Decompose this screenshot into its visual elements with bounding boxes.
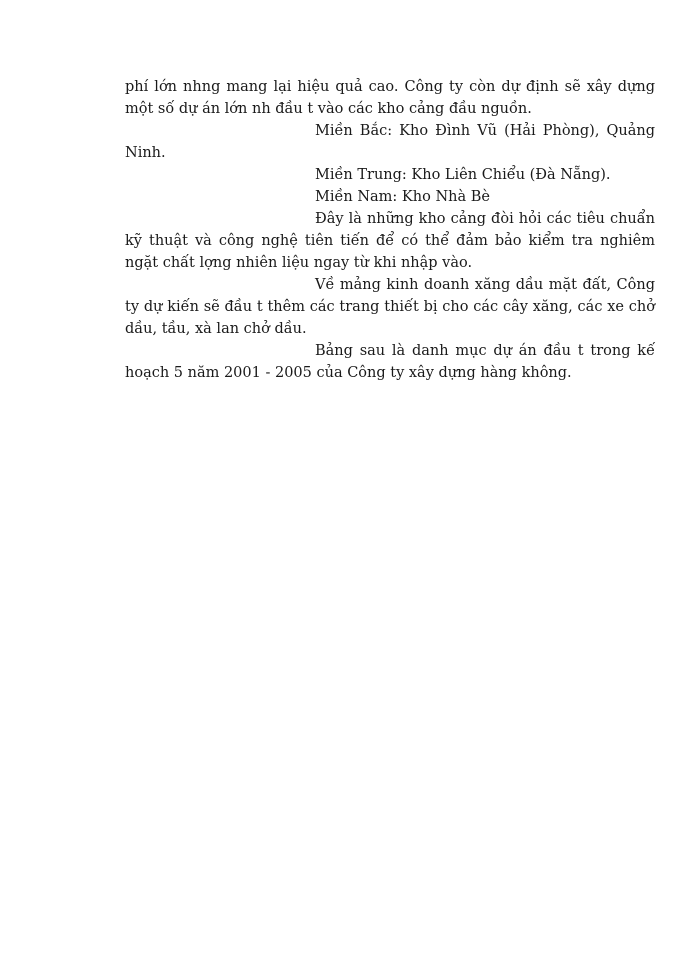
- paragraph-mien-trung: Miền Trung: Kho Liên Chiểu (Đà Nẵng).: [315, 167, 611, 183]
- paragraph-mien-nam: Miền Nam: Kho Nhà Bè: [315, 189, 490, 205]
- paragraph-xang-dau-mat-dat: Về mảng kinh doanh xăng dầu mặt đất, Công ty dự kiến sẽ đầu t thêm các trang thiết bị cho các cây xăng, các xe chở dầu, tầu, xà lan chở dầu.: [125, 277, 655, 337]
- paragraph-continuation: phí lớn nhng mang lại hiệu quả cao. Công ty còn dự định sẽ xây dựng một số dự án lớn nh đầu t vào các kho cảng đầu nguồn.: [125, 79, 655, 117]
- paragraph-bang-sau: Bảng sau là danh mục dự án đầu t trong kế hoạch 5 năm 2001 - 2005 của Công ty xây dựng hàng không.: [125, 343, 655, 381]
- paragraph-mien-bac: Miền Bắc: Kho Đình Vũ (Hải Phòng), Quảng Ninh.: [125, 123, 655, 161]
- document-body: [125, 76, 655, 384]
- paragraph-kho-cang-standards: Đây là những kho cảng đòi hỏi các tiêu chuẩn kỹ thuật và công nghệ tiên tiến để có thể đảm bảo kiểm tra nghiêm ngặt chất lợng nhiên liệu ngay từ khi nhập vào.: [125, 211, 655, 271]
